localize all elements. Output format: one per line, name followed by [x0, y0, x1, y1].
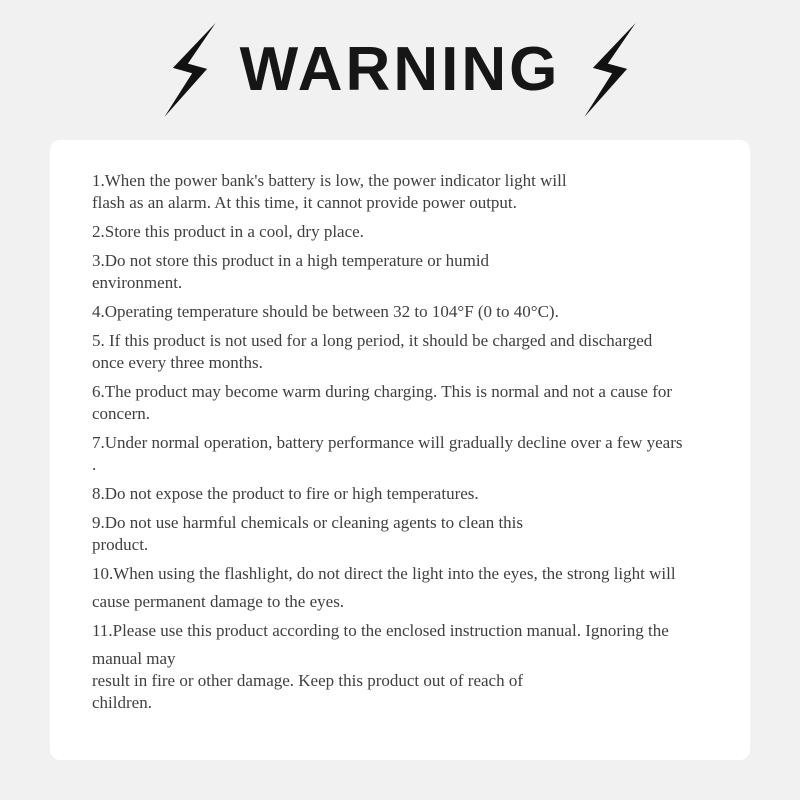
warning-line: 1.When the power bank's battery is low, the power indicator light will — [92, 171, 567, 190]
warning-item — [92, 170, 712, 214]
warning-line: product. — [92, 535, 149, 554]
warning-line: 5. If this product is not used for a long period, it should be charged and discharged — [92, 331, 653, 350]
warning-line: 11.Please use this product according to the enclosed instruction manual. Ignoring the — [92, 621, 669, 640]
warning-line: flash as an alarm. At this time, it cannot provide power output. — [92, 193, 517, 212]
warning-line: 8.Do not expose the product to fire or high temperatures. — [92, 484, 479, 503]
warning-item — [92, 221, 712, 243]
warning-line: once every three months. — [92, 353, 263, 372]
warning-item — [92, 250, 712, 294]
warnings-list — [92, 170, 712, 714]
warning-line: manual may — [92, 649, 176, 668]
warning-item — [92, 301, 712, 323]
warning-line: environment. — [92, 273, 183, 292]
warning-item — [92, 432, 712, 476]
warning-item — [92, 512, 712, 556]
warning-line: 10.When using the flashlight, do not direct the light into the eyes, the strong light will — [92, 564, 676, 583]
warning-header — [0, 0, 800, 140]
page-title: WARNING — [239, 35, 561, 104]
warning-line: concern. — [92, 404, 151, 423]
warning-item — [92, 620, 712, 714]
warning-line: . — [92, 455, 97, 474]
warning-line: 7.Under normal operation, battery performance will gradually decline over a few years — [92, 433, 683, 452]
warning-line: result in fire or other damage. Keep this product out of reach of — [92, 671, 523, 690]
warning-line: 3.Do not store this product in a high temperature or humid — [92, 251, 490, 270]
warning-line: 6.The product may become warm during charging. This is normal and not a cause for — [92, 382, 673, 401]
warning-line: 4.Operating temperature should be between 32 to 104°F (0 to 40°C). — [92, 302, 559, 321]
warning-item — [92, 483, 712, 505]
lightning-bolt-icon — [584, 23, 636, 117]
warning-line: children. — [92, 693, 152, 712]
warning-item — [92, 330, 712, 374]
warnings-card — [50, 140, 750, 760]
warning-item — [92, 563, 712, 613]
warning-line: cause permanent damage to the eyes. — [92, 592, 345, 611]
warning-line: 9.Do not use harmful chemicals or cleaning agents to clean this — [92, 513, 524, 532]
warning-line: 2.Store this product in a cool, dry place. — [92, 222, 364, 241]
lightning-bolt-icon — [164, 23, 216, 117]
warning-item — [92, 381, 712, 425]
